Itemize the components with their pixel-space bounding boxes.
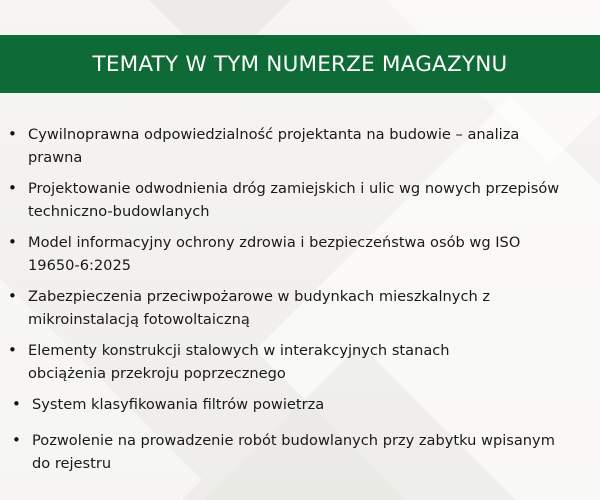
bullet-icon: • [12,431,21,449]
page-title: TEMATY W TYM NUMERZE MAGAZYNU [92,51,508,77]
list-item-text: Pozwolenie na prowadzenie robót budowlanych przy zabytku wpisanym do rejestru [32,432,555,472]
list-item [8,339,528,385]
bullet-icon: • [8,341,17,359]
bullet-icon: • [8,287,17,305]
list-item [8,231,573,277]
list-item [12,429,577,475]
list-item-text: Model informacyjny ochrony zdrowia i bezpieczeństwa osób wg ISO 19650-6:2025 [28,234,521,274]
list-item-text: Projektowanie odwodnienia dróg zamiejskich i ulic wg nowych przepisów techniczno-budowlanych [28,180,560,220]
bullet-icon: • [8,125,17,143]
bullet-icon: • [12,395,21,413]
list-item-text: Elementy konstrukcji stalowych w interakcyjnych stanach obciążenia przekroju poprzecznego [28,342,450,382]
list-item [8,285,583,331]
list-item [8,123,558,169]
bullet-icon: • [8,179,17,197]
bullet-icon: • [8,233,17,251]
list-item-text: Zabezpieczenia przeciwpożarowe w budynkach mieszkalnych z mikroinstalacją fotowoltaiczną [28,288,491,328]
list-item [8,177,568,223]
list-item-text: Cywilnoprawna odpowiedzialność projektanta na budowie – analiza prawna [28,126,520,166]
list-item [12,393,324,416]
list-item-text: System klasyfikowania filtrów powietrza [32,396,325,413]
